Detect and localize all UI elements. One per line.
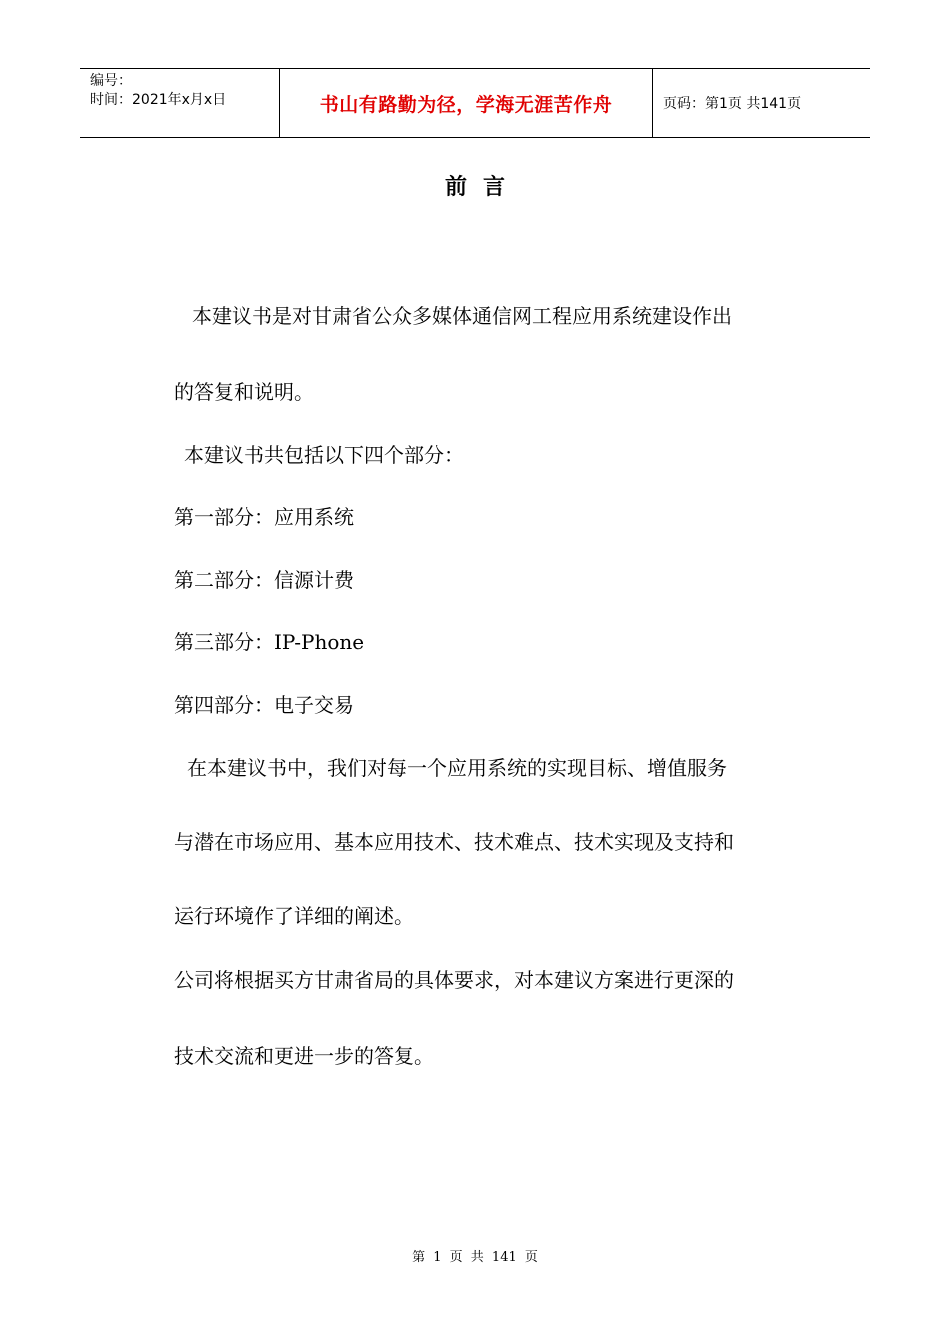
header-page-info-cell	[653, 69, 870, 137]
body-line: 本建议书共包括以下四个部分：	[184, 443, 464, 467]
body-line: 在本建议书中，我们对每一个应用系统的实现目标、增值服务	[187, 756, 727, 780]
body-line: 与潜在市场应用、基本应用技术、技术难点、技术实现及支持和	[174, 830, 734, 854]
header-motto: 书山有路勤为径，学海无涯苦作舟	[319, 93, 613, 116]
header-motto-cell	[280, 69, 653, 137]
body-line: 技术交流和更进一步的答复。	[174, 1044, 434, 1068]
body-line: 第二部分：信源计费	[174, 568, 354, 592]
page-footer: 第 1 页 共 141 页	[412, 1250, 538, 1265]
body-line: 第四部分：电子交易	[174, 693, 354, 717]
body-line: 的答复和说明。	[174, 380, 314, 404]
header-page-info: 页码：第1页 共141页	[663, 96, 802, 112]
body-line: 第三部分：IP-Phone	[174, 630, 365, 654]
body-line: 运行环境作了详细的阐述。	[174, 904, 414, 928]
body-line: 公司将根据买方甘肃省局的具体要求，对本建议方案进行更深的	[174, 968, 734, 992]
body-line: 第一部分：应用系统	[174, 505, 354, 529]
page-title: 前言	[444, 175, 521, 200]
header-meta	[80, 69, 280, 137]
body-line: 本建议书是对甘肃省公众多媒体通信网工程应用系统建设作出	[192, 304, 732, 328]
document-time: 时间：2021年x月x日	[90, 92, 227, 108]
page-header	[80, 68, 870, 138]
document-number: 编号：	[90, 73, 132, 89]
